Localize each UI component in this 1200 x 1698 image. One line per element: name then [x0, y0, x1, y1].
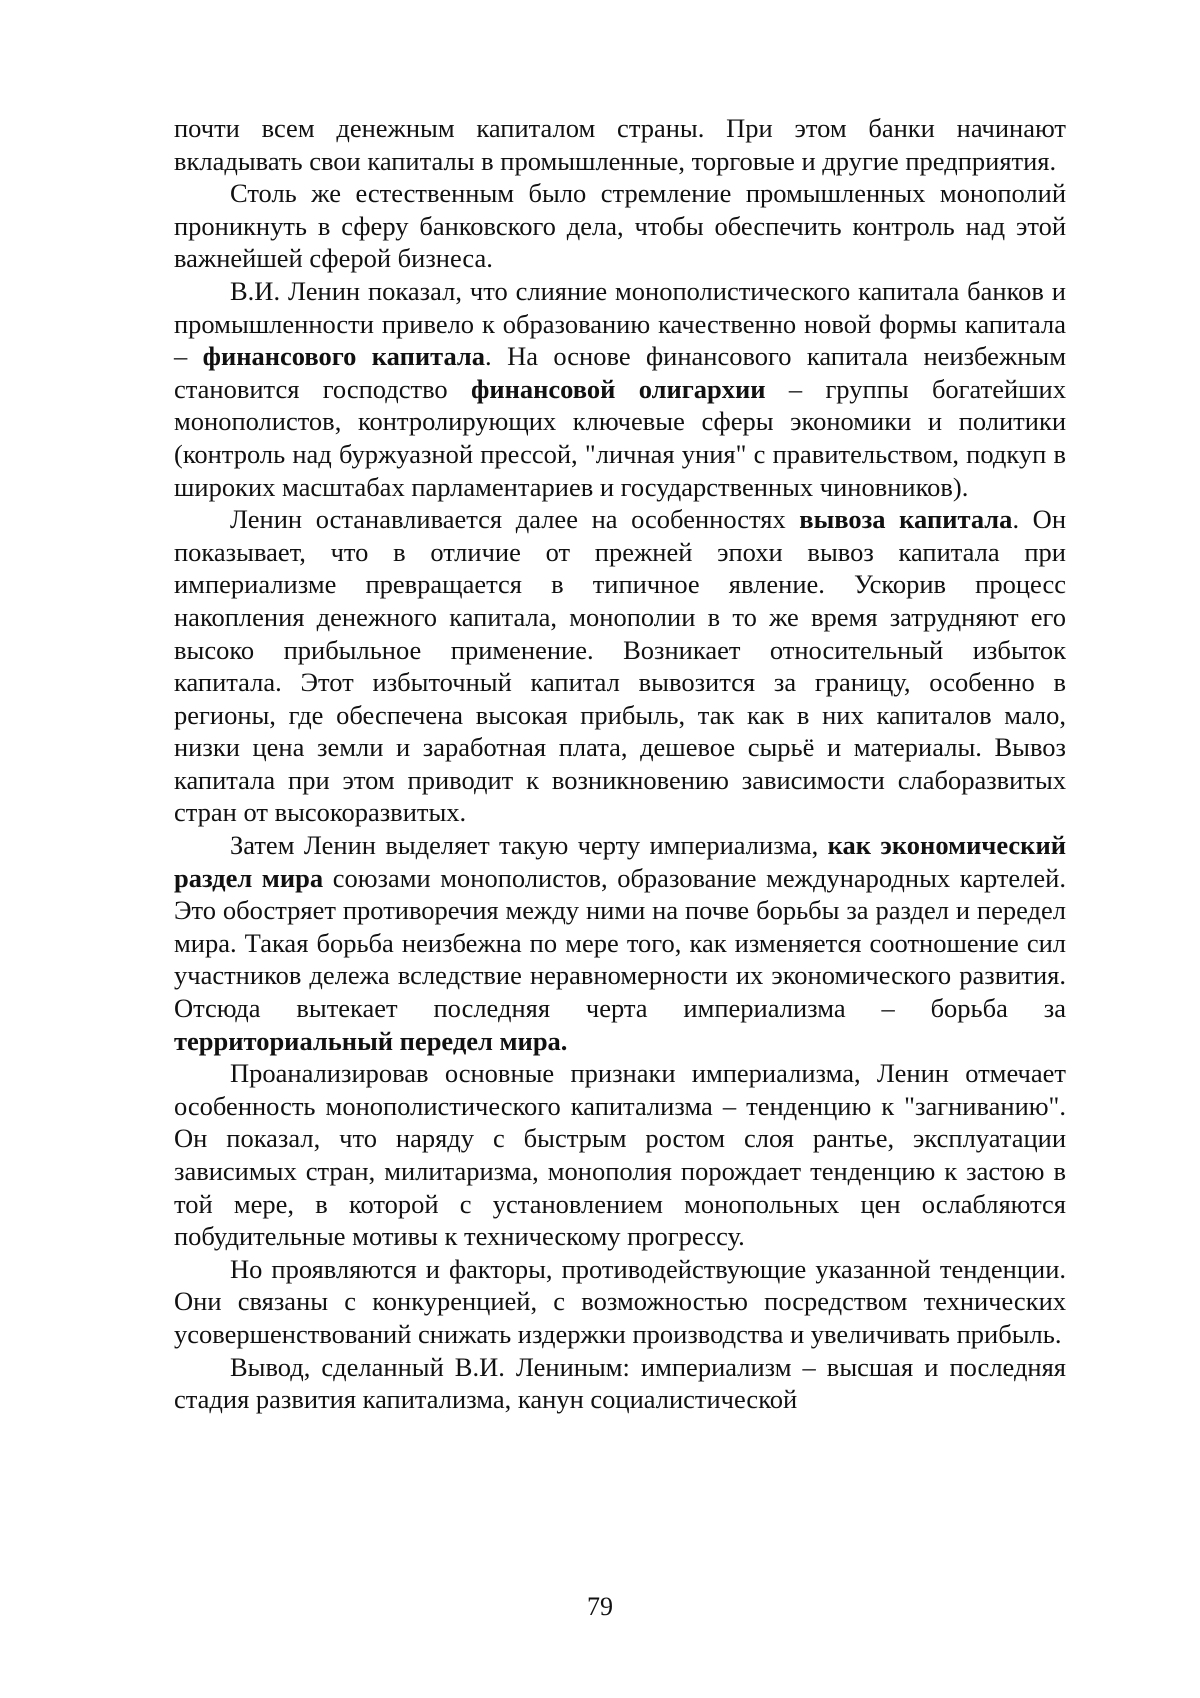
- paragraph: [174, 1057, 1066, 1253]
- text-run: . Он показывает, что в отличие от прежней эпохи вывоз капитала при империализме превращается в типичное явление. Ускорив процесс накопления денежного капитала, монополии в то же время затрудняют его высоко прибыльное применение. Возникает относительный избыток капитала. Этот избыточный капитал вывозится за границу, особенно в регионы, где обеспечена высокая прибыль, так как в них капиталов мало, низки цена земли и заработная плата, дешевое сырьё и материалы. Вывоз капитала при этом приводит к возникновению зависимости слаборазвитых стран от высокоразвитых.: [174, 504, 1066, 828]
- text-run: В.И. Ленин показал, что слияние монополистического капитала банков и промышленности привело к образованию качественно новой формы капитала –: [174, 275, 1066, 372]
- text-run: Столь же естественным было стремление промышленных монополий проникнуть в сферу банковского дела, чтобы обеспечить контроль над этой важнейшей сферой бизнеса.: [174, 178, 1066, 274]
- bold-term: как экономический раздел мира: [174, 830, 1066, 893]
- paragraph: [174, 1253, 1066, 1351]
- page-number: 79: [587, 1592, 613, 1621]
- text-run: союзами монополистов, образование международных картелей. Это обостряет противоречия между ними на почве борьбы за раздел и передел мира. Такая борьба неизбежна по мере того, как изменяется соотношение сил участников дележа вследствие неравномерности их экономического развития. Отсюда вытекает последняя черта империализма – борьба за: [174, 862, 1066, 1024]
- bold-term: территориальный передел мира.: [174, 1025, 568, 1056]
- page-body: [174, 112, 1066, 1416]
- bold-term: финансового капитала: [202, 341, 486, 372]
- text-run: . На основе финансового капитала неизбежным становится господство: [174, 341, 1066, 404]
- paragraph: [174, 1351, 1066, 1416]
- paragraph: [174, 112, 1066, 177]
- text-run: Проанализировав основные признаки империализма, Ленин отмечает особенность монополистического капитализма – тенденцию к "загниванию". Он показал, что наряду с быстрым ростом слоя рантье, эксплуатации зависимых стран, милитаризма, монополия порождает тенденцию к застою в той мере, в которой с установлением монопольных цен ослабляются побудительные мотивы к техническому прогрессу.: [174, 1058, 1066, 1252]
- text-run: Вывод, сделанный В.И. Лениным: империализм – высшая и последняя стадия развития капитализма, канун социалистической: [174, 1351, 1066, 1415]
- text-run: Но проявляются и факторы, противодействующие указанной тенденции. Они связаны с конкуренцией, с возможностью посредством технических усовершенствований снижать издержки производства и увеличивать прибыль.: [174, 1253, 1066, 1349]
- text-run: почти всем денежным капиталом страны. При этом банки начинают вкладывать свои капиталы в промышленные, торговые и другие предприятия.: [174, 113, 1066, 176]
- paragraph: [174, 829, 1066, 1057]
- bold-term: финансовой олигархии: [471, 373, 766, 404]
- paragraph: [174, 177, 1066, 275]
- text-run: Затем Ленин выделяет такую черту империализма,: [230, 830, 828, 861]
- paragraph: [174, 503, 1066, 829]
- text-run: Ленин останавливается далее на особенностях: [230, 504, 800, 535]
- text-run: – группы богатейших монополистов, контролирующих ключевые сферы экономики и политики (контроль над буржуазной прессой, "личная уния" с правительством, подкуп в широких масштабах парламентариев и государственных чиновников).: [174, 373, 1066, 502]
- paragraph: [174, 275, 1066, 503]
- bold-term: вывоза капитала: [799, 504, 1013, 535]
